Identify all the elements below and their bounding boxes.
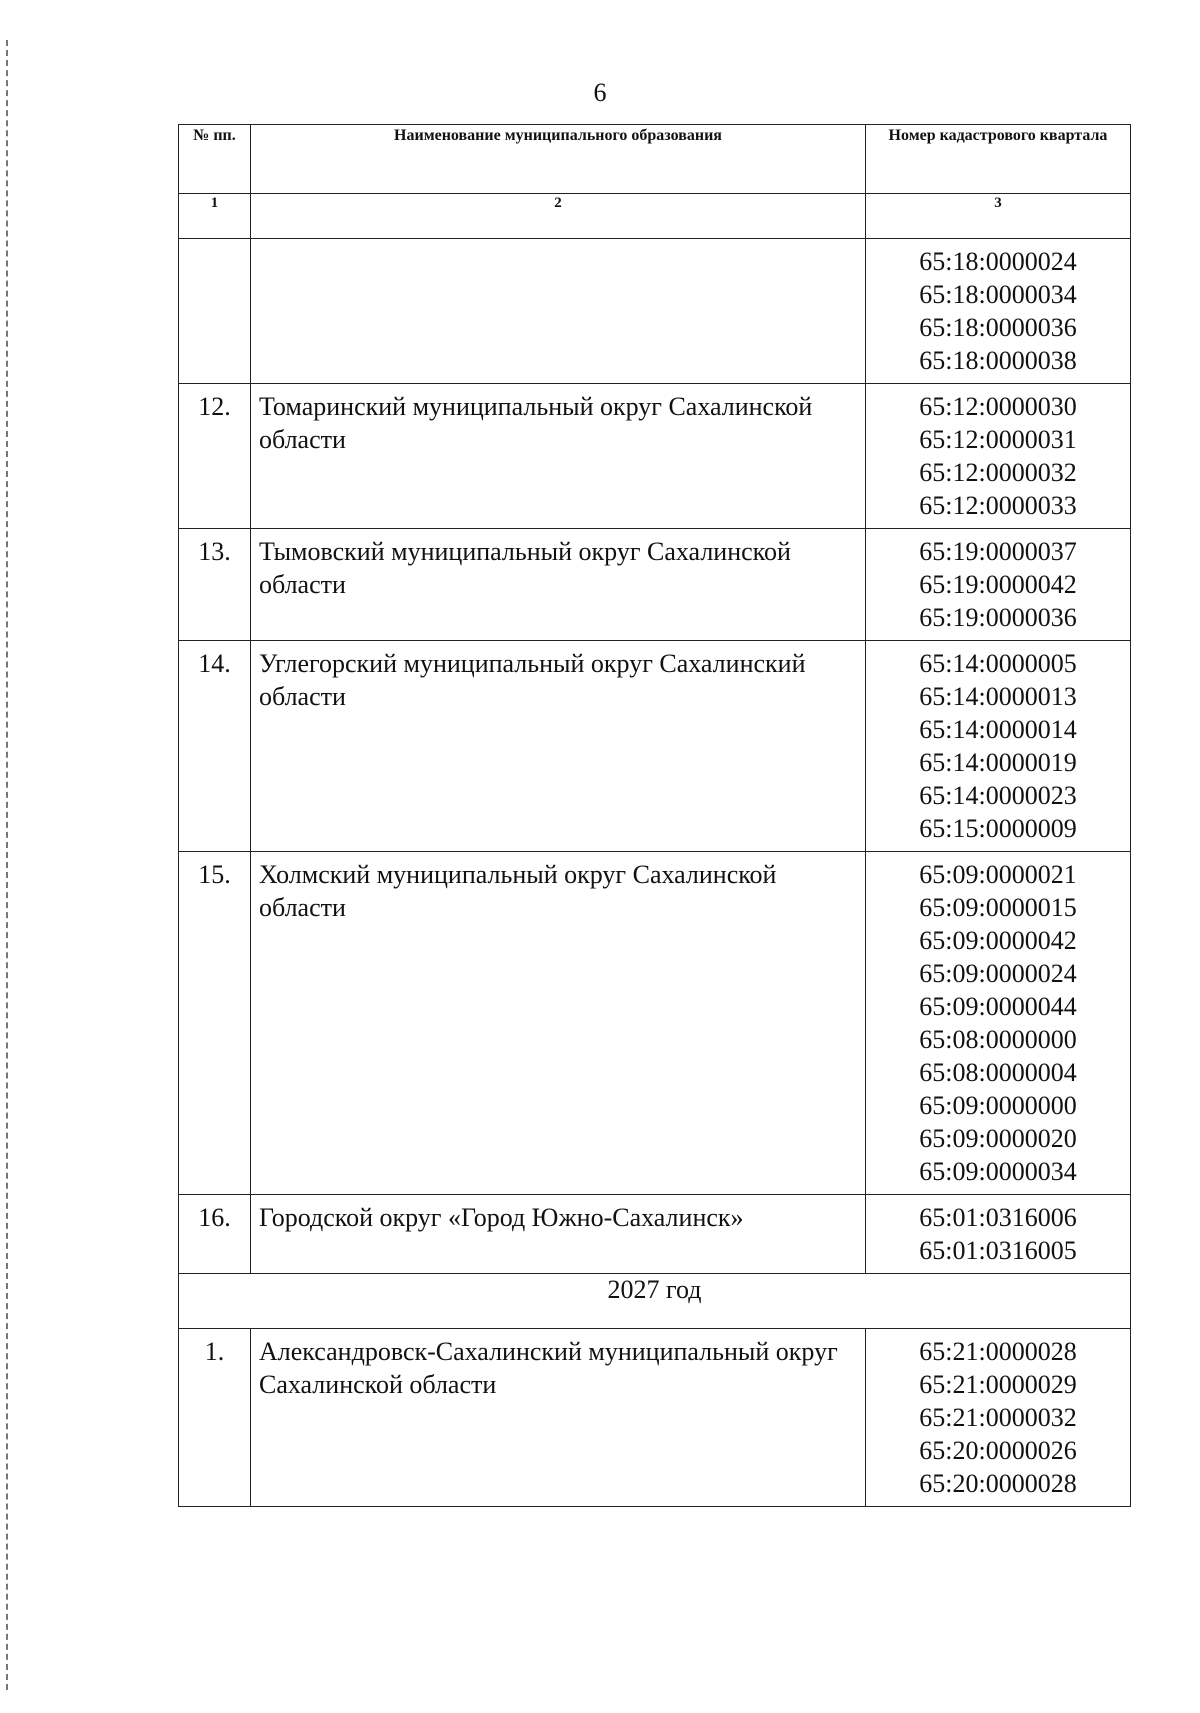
cadastral-quarters [866, 1329, 1131, 1507]
cadastral-number: 65:18:0000024 [919, 247, 1077, 276]
header-cadastral-quarter: Номер кадастрового квартала [866, 125, 1131, 194]
column-number: 1 [179, 194, 251, 239]
cadastral-number: 65:09:0000015 [919, 893, 1077, 922]
cadastral-quarters [866, 384, 1131, 529]
cadastral-number: 65:09:0000044 [919, 992, 1077, 1021]
cadastral-number: 65:20:0000028 [919, 1469, 1077, 1498]
cadastral-number: 65:18:0000034 [919, 280, 1077, 309]
cadastral-number: 65:19:0000037 [919, 537, 1077, 566]
municipality-name: Тымовский муниципальный округ Сахалинской области [251, 529, 866, 641]
cadastral-number: 65:09:0000000 [919, 1091, 1077, 1120]
column-number: 3 [866, 194, 1131, 239]
cadastral-number: 65:12:0000032 [919, 458, 1077, 487]
cadastral-quarters [866, 641, 1131, 852]
cadastral-number: 65:12:0000031 [919, 425, 1077, 454]
cadastral-number: 65:14:0000013 [919, 682, 1077, 711]
cadastral-number: 65:14:0000019 [919, 748, 1077, 777]
cadastral-number: 65:21:0000028 [919, 1337, 1077, 1366]
header-number: № пп. [179, 125, 251, 194]
cadastral-quarters [866, 1195, 1131, 1274]
cadastral-number: 65:01:0316005 [919, 1236, 1077, 1265]
page-edge-rule [6, 40, 8, 1690]
header-municipality: Наименование муниципального образования [251, 125, 866, 194]
row-number: 12. [179, 384, 251, 529]
column-number-row [179, 194, 1131, 239]
table-row [179, 852, 1131, 1195]
cadastral-quarters [866, 529, 1131, 641]
cadastral-number: 65:14:0000014 [919, 715, 1077, 744]
cadastral-quarters [866, 239, 1131, 384]
cadastral-number: 65:19:0000036 [919, 603, 1077, 632]
cadastral-number: 65:19:0000042 [919, 570, 1077, 599]
row-number: 15. [179, 852, 251, 1195]
municipality-name [251, 239, 866, 384]
municipality-name: Холмский муниципальный округ Сахалинской области [251, 852, 866, 1195]
year-heading-row [179, 1274, 1131, 1329]
cadastral-number: 65:14:0000023 [919, 781, 1077, 810]
row-number: 13. [179, 529, 251, 641]
cadastral-number: 65:18:0000038 [919, 346, 1077, 375]
table-row [179, 1329, 1131, 1507]
municipality-name: Александровск-Сахалинский муниципальный округ Сахалинской области [251, 1329, 866, 1507]
row-number: 16. [179, 1195, 251, 1274]
cadastral-table [178, 124, 1131, 1507]
cadastral-number: 65:09:0000024 [919, 959, 1077, 988]
cadastral-number: 65:12:0000033 [919, 491, 1077, 520]
cadastral-number: 65:21:0000032 [919, 1403, 1077, 1432]
cadastral-number: 65:01:0316006 [919, 1203, 1077, 1232]
table-row [179, 239, 1131, 384]
cadastral-number: 65:21:0000029 [919, 1370, 1077, 1399]
column-number: 2 [251, 194, 866, 239]
cadastral-number: 65:09:0000034 [919, 1157, 1077, 1186]
cadastral-number: 65:08:0000000 [919, 1025, 1077, 1054]
row-number [179, 239, 251, 384]
table-row [179, 641, 1131, 852]
table-header-row [179, 125, 1131, 194]
cadastral-number: 65:18:0000036 [919, 313, 1077, 342]
table-row [179, 384, 1131, 529]
row-number: 14. [179, 641, 251, 852]
cadastral-number: 65:20:0000026 [919, 1436, 1077, 1465]
page-number: 6 [593, 78, 607, 107]
year-heading: 2027 год [179, 1274, 1131, 1329]
cadastral-quarters [866, 852, 1131, 1195]
cadastral-number: 65:15:0000009 [919, 814, 1077, 843]
row-number: 1. [179, 1329, 251, 1507]
table-row [179, 529, 1131, 641]
municipality-name: Углегорский муниципальный округ Сахалинский области [251, 641, 866, 852]
cadastral-number: 65:09:0000020 [919, 1124, 1077, 1153]
cadastral-number: 65:09:0000021 [919, 860, 1077, 889]
cadastral-number: 65:09:0000042 [919, 926, 1077, 955]
table-row [179, 1195, 1131, 1274]
municipality-name: Городской округ «Город Южно-Сахалинск» [251, 1195, 866, 1274]
cadastral-number: 65:14:0000005 [919, 649, 1077, 678]
municipality-name: Томаринский муниципальный округ Сахалинской области [251, 384, 866, 529]
cadastral-number: 65:12:0000030 [919, 392, 1077, 421]
cadastral-number: 65:08:0000004 [919, 1058, 1077, 1087]
